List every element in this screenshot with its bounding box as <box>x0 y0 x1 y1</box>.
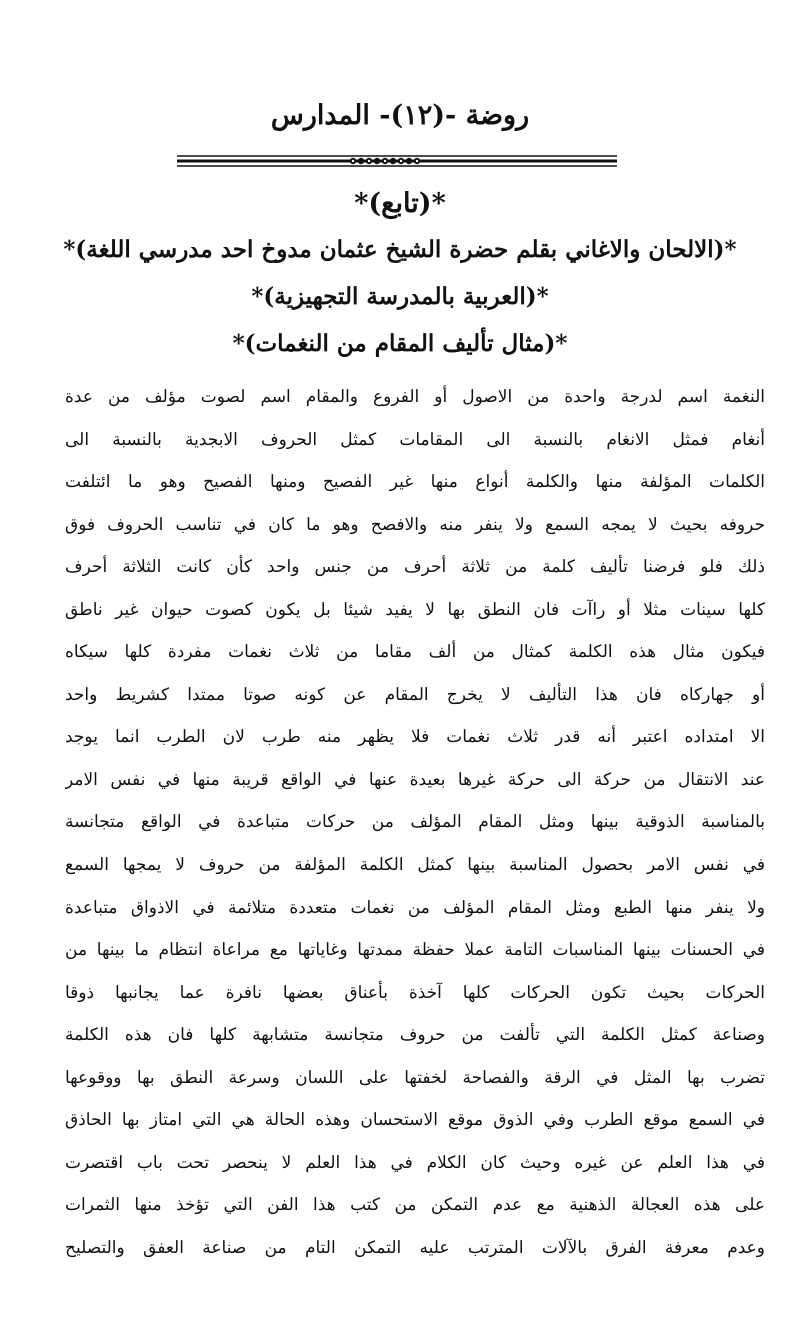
ornamental-divider <box>177 150 617 174</box>
body-line: كلها سينات مثلا أو راآت فان النطق بها لا يفيد شيئا بل يكون كصوت حيوان غير ناطق <box>65 599 765 620</box>
body-line: في السمع موقع الطرب وفي الذوق موقع الاستحسان وهذه الحالة هي التي امتاز بها الحاذق <box>65 1110 765 1131</box>
body-line: في هذا العلم عن غيره وحيث كان الكلام في هذا العلم لا ينحصر تحت باب اقتصرت <box>65 1152 765 1173</box>
body-line: ذلك فلو فرضنا تأليف كلمة من ثلاثة أحرف من جنس واحد كأن كانت الثلاثة أحرف <box>65 557 765 578</box>
subsection-heading: *(مثال تأليف المقام من النغمات)* <box>232 330 568 357</box>
body-line: على هذه العجالة الذهنية مع عدم التمكن من كتب هذا الفن التي تؤخذ منها الثمرات <box>65 1195 765 1216</box>
running-header: روضة -(١٢)- المدارس <box>270 100 530 131</box>
body-line: بالمناسبة الذوقية بينها ومثل المقام المؤلف من حركات متباعدة في الواقع متجانسة <box>65 812 765 833</box>
body-line: النغمة اسم لدرجة واحدة من الاصول أو الفروع والمقام اسم لصوت مؤلف من عدة <box>65 387 765 407</box>
body-line: تضرب بها المثل في الرقة والفصاحة لخفتها على اللسان وسرعة النطق بها ووقوعها <box>65 1067 765 1088</box>
body-line: أو جهاركاه فان هذا التأليف لا يخرج المقام عن كونه صوتا ممتدا كشريط واحد <box>65 684 765 705</box>
body-line: الحركات بحيث تكون الحركات كلها آخذة بأعناق بعضها نافرة عما يجانبها ذوقا <box>65 982 765 1003</box>
body-line: في الحسنات بينها المناسبات التامة عملا حفظة ممدتها وغاياتها مع مراعاة انتظام ما بينها من <box>65 940 765 961</box>
section-heading-continued: *(تابع)* <box>354 188 446 219</box>
body-line: الا امتداده اعتبر أنه قدر ثلاث نغمات فلا يظهر منه طرب لان الطرب انما يوجد <box>65 727 765 748</box>
body-line: الكلمات المؤلفة منها والكلمة أنواع منها غير الفصيح ومنها الفصيح وهو ما ائتلفت <box>65 472 765 493</box>
body-line: في نفس الامر بحصول المناسبة بينها كمثل الكلمة المؤلفة من حروف لا يمجها السمع <box>65 855 765 876</box>
body-line: أنغام فمثل الانغام بالنسبة الى المقامات كمثل الحروف الابجدية بالنسبة الى <box>65 429 765 450</box>
body-text <box>65 376 765 1269</box>
body-line: وعدم معرفة الفرق بالآلات المترتب عليه التمكن التام من صناعة العفق والتصليح <box>65 1237 765 1258</box>
body-line: عند الانتقال من حركة الى حركة غيرها بعيدة عنها في الواقع قريبة منها في نفس الامر <box>65 769 765 790</box>
article-title-line-2: *(العربية بالمدرسة التجهيزية)* <box>251 283 549 310</box>
body-line: ولا ينفر منها الطبع ومثل المقام المؤلف من نغمات متعددة متلائمة في الاذواق متباعدة <box>65 897 765 918</box>
body-line: وصناعة كمثل الكلمة التي تألفت من حروف متجانسة متشابهة كلها فان هذه الكلمة <box>65 1025 765 1046</box>
body-line: فيكون مثال هذه الكلمة كمثال من ألف مقاما من ثلاث نغمات مفردة كلها سيكاه <box>65 642 765 663</box>
body-line: حروفه بحيث لا يمجه السمع ولا ينفر منه والافصح وهو ما كان في تناسب الحروف فوق <box>65 514 765 535</box>
article-title-line-1: *(الالحان والاغاني بقلم حضرة الشيخ عثمان مدوخ احد مدرسي اللغة)* <box>63 236 737 263</box>
